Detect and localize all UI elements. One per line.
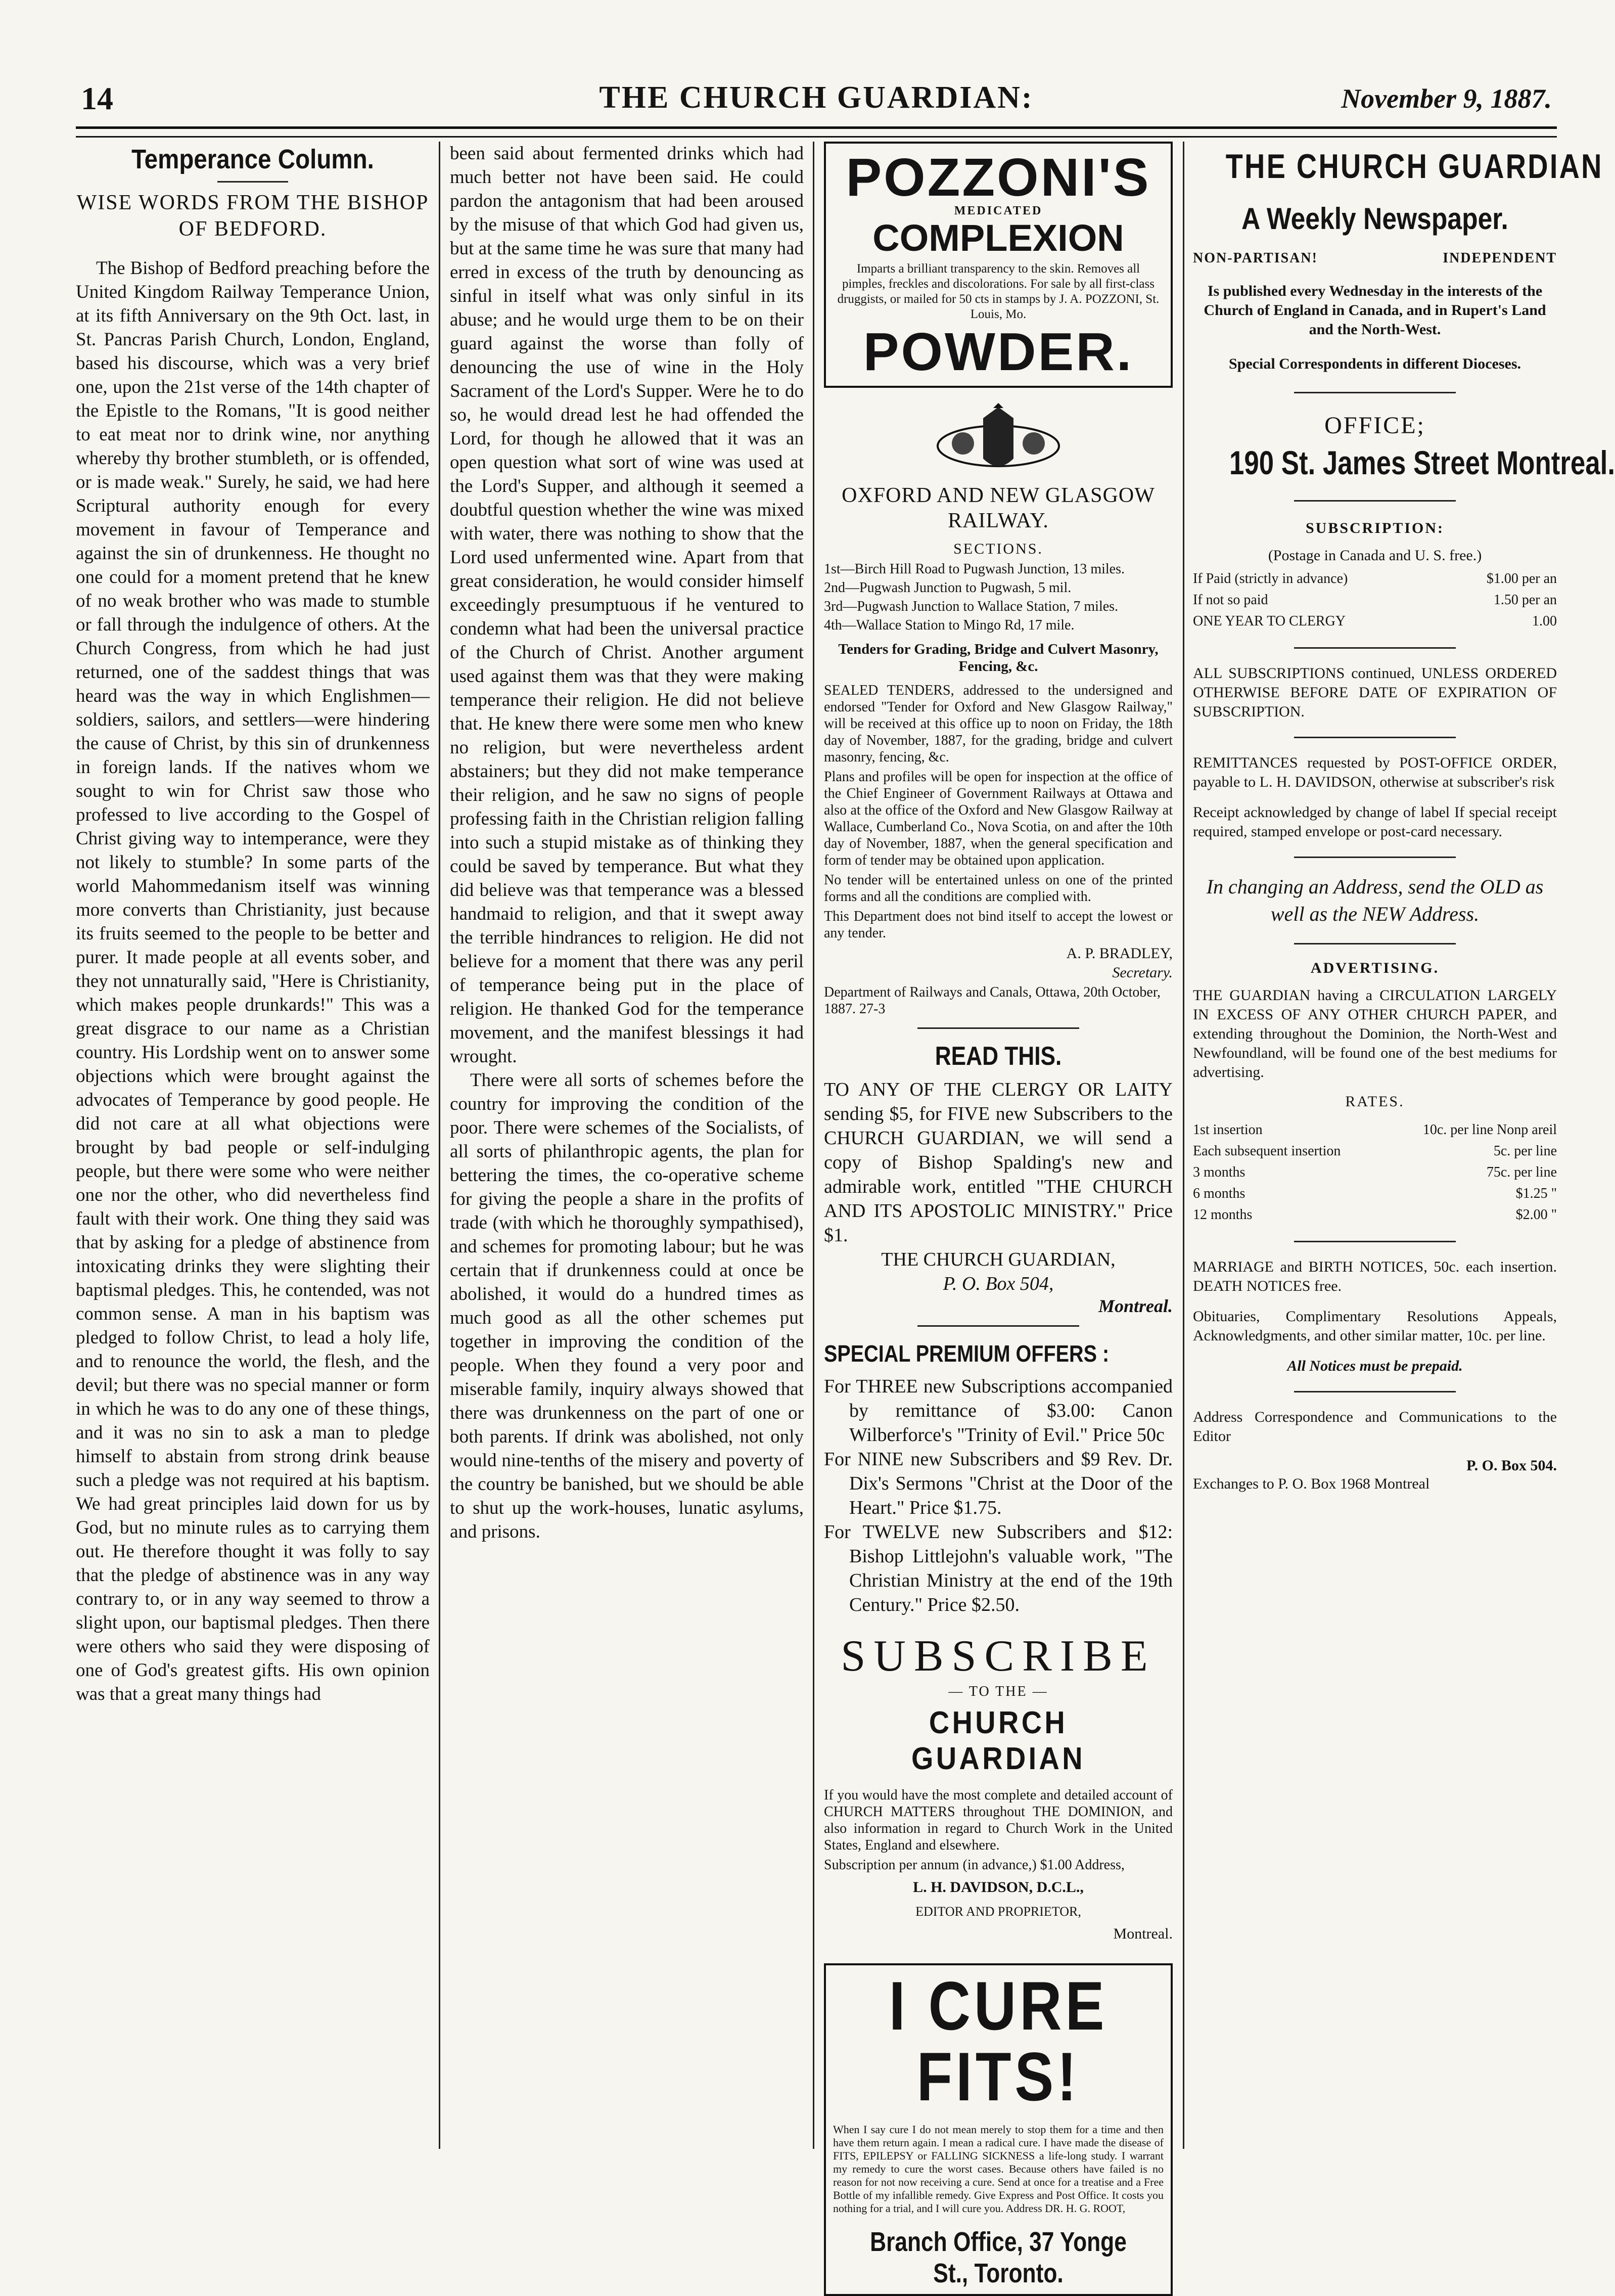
column-divider — [439, 142, 440, 2149]
rate-label: 1st insertion — [1193, 1122, 1263, 1138]
section-item: 4th—Wallace Station to Mingo Rd, 17 mile. — [824, 617, 1075, 633]
rate-label: If not so paid — [1193, 592, 1268, 608]
masthead — [76, 76, 1557, 121]
cure-fits-text: When I say cure I do not mean merely to stop them for a time and then have them return again. I mean a radical cure. I have made the disease of FITS, EPILEPSY or FALLING SICKNESS a life-long study. I warrant my remedy to cure the worst cases. Because others have failed is no reason for not now receiving a cure. Send at once for a treatise and a Free Bottle of my infallible remedy. Give Express and Post Office. It costs you nothing for a trial, and I will cure you. Address DR. H. G. ROOT, — [833, 2123, 1164, 2215]
tender-signature-title: Secretary. — [1112, 964, 1173, 981]
rate-value: 5c. per line — [1493, 1143, 1557, 1159]
rate-value: $2.00 " — [1515, 1207, 1557, 1223]
section-rule — [1294, 392, 1456, 393]
section-rule — [917, 1027, 1079, 1029]
subscription-rate — [1193, 590, 1557, 611]
office-label: OFFICE; — [1324, 412, 1425, 439]
ad-rate-row — [1193, 1162, 1557, 1183]
masthead-rule — [76, 126, 1557, 138]
section-rule — [1294, 943, 1456, 944]
advertising-heading: ADVERTISING. — [1310, 960, 1440, 976]
section-rule — [1294, 1241, 1456, 1242]
column-guardian-info — [1193, 142, 1615, 2149]
nonpartisan-row — [1193, 250, 1557, 266]
subscribe-price: Subscription per annum (in advance,) $1.00 Address, — [824, 1857, 1125, 1873]
tender-signature: A. P. BRADLEY, — [1066, 945, 1173, 962]
section-rule — [1294, 500, 1456, 502]
royal-crest-icon — [933, 403, 1064, 479]
tender-notice: Plans and profiles will be open for inspection at the office of the Chief Engineer of Government Railways at Ottawa and also at the office of the Oxford and New Glasgow Railway at Wallace, Cumberland Co., Nova Scotia, on and after the 10th day of November, 1887, when the general specification and form of tender may be obtained upon application. — [824, 769, 1173, 868]
premium-offer: For NINE new Subscribers and $9 Rev. Dr. Dix's Sermons "Christ at the Door of the Heart." Price $1.75. — [824, 1449, 1173, 1518]
advertising-text: THE GUARDIAN having a CIRCULATION LARGELY IN EXCESS OF ANY OTHER CHURCH PAPER, and extending throughout the Dominion, the North-West and Newfoundland, will be found one of the best mediums for advertising. — [1193, 987, 1557, 1081]
guardian-title: THE CHURCH GUARDIAN — [1225, 147, 1603, 186]
notices-text: MARRIAGE and BIRTH NOTICES, 50c. each insertion. DEATH NOTICES free. — [1193, 1258, 1557, 1294]
section-rule — [917, 1325, 1079, 1327]
rate-value: $1.00 per an — [1486, 571, 1557, 587]
pozzoni-complexion: COMPLEXION — [872, 217, 1124, 259]
postage-note: (Postage in Canada and U. S. free.) — [1268, 547, 1482, 564]
column-article-continued — [450, 142, 804, 2149]
tenders-heading: Tenders for Grading, Bridge and Culvert Masonry, Fencing, &c. — [838, 641, 1159, 674]
rate-label: 6 months — [1193, 1186, 1245, 1201]
cure-fits-branch: Branch Office, 37 Yonge St., Toronto. — [870, 2227, 1127, 2288]
section-rule — [1294, 737, 1456, 738]
department-text: Department of Railways and Canals, Ottawa, 20th October, 1887. — [824, 984, 1161, 1017]
subscribe-text: If you would have the most complete and detailed account of CHURCH MATTERS throughout THE DOMINION, and also information in regard to Church Work in the United States, England and elsewhere. — [824, 1787, 1173, 1853]
published-text: Is published every Wednesday in the interests of the Church of England in Canada, and in Rupert's Land and the North-West. — [1204, 283, 1546, 338]
tender-notice: SEALED TENDERS, addressed to the undersigned and endorsed "Tender for Oxford and New Glasgow Railway," will be received at this office up to noon on Friday, the 18th day of November, 1887, for the grading, bridge and culvert masonry, fencing, &c. — [824, 683, 1173, 765]
rate-label: ONE YEAR TO CLERGY — [1193, 613, 1346, 629]
pozzoni-powder: POWDER. — [863, 322, 1134, 382]
rate-value: 1.50 per an — [1493, 592, 1557, 608]
column-divider — [813, 142, 814, 2149]
rate-value: 1.00 — [1532, 613, 1557, 629]
pozzoni-brand: POZZONI'S — [846, 148, 1151, 207]
subscription-rate — [1193, 568, 1557, 590]
section-rule — [1294, 1391, 1456, 1392]
rate-label: 3 months — [1193, 1164, 1245, 1180]
pozzoni-ad — [824, 142, 1173, 388]
pozzoni-medicated: MEDICATED — [954, 204, 1043, 217]
guardian-subtitle: A Weekly Newspaper. — [1241, 202, 1508, 236]
rate-label: If Paid (strictly in advance) — [1193, 571, 1348, 587]
paper-title: THE CHURCH GUARDIAN: — [599, 80, 1034, 115]
receipt-text: Receipt acknowledged by change of label If special receipt required, stamped envelope or post-card necessary. — [1193, 804, 1557, 840]
premium-heading: SPECIAL PREMIUM OFFERS : — [824, 1340, 1110, 1367]
column-advertisements — [824, 142, 1173, 2288]
section-item: 3rd—Pugwash Junction to Wallace Station, 7 miles. — [824, 599, 1119, 614]
subscribe-city: Montreal. — [1113, 1925, 1173, 1942]
cure-fits-heading: I CURE FITS! — [889, 1967, 1108, 2115]
rate-label: 12 months — [1193, 1207, 1253, 1223]
column-temperance — [76, 142, 430, 2149]
premium-offer: For THREE new Subscriptions accompanied by remittance of $3.00: Canon Wilberforce's "Trinity of Evil." Price 50c — [824, 1376, 1173, 1446]
tender-notice: This Department does not bind itself to accept the lowest or any tender. — [824, 909, 1173, 941]
office-address: 190 St. James Street Montreal. — [1229, 444, 1615, 481]
read-this-line: P. O. Box 504, — [943, 1273, 1054, 1294]
subscribe-role: EDITOR AND PROPRIETOR, — [915, 1904, 1081, 1919]
read-this-line: Montreal. — [1098, 1296, 1173, 1316]
subscription-heading: SUBSCRIPTION: — [1305, 520, 1445, 536]
ad-rate-row — [1193, 1204, 1557, 1226]
pozzoni-text: Imparts a brilliant transparency to the skin. Removes all pimples, freckles and discolorations. For sale by all first-class druggists, or mailed for 50 cts in stamps by J. A. POZZONI, St. Louis, Mo. — [837, 262, 1160, 321]
sections-heading: SECTIONS. — [953, 541, 1043, 557]
read-this-text: TO ANY OF THE CLERGY OR LAITY sending $5, for FIVE new Subscribers to the CHURCH GUARDIAN, we will send a copy of Bishop Spalding's new and admirable work, entitled "THE CHURCH AND ITS APOSTOLIC MINISTRY." Price $1. — [824, 1079, 1173, 1246]
section-item: 1st—Birch Hill Road to Pugwash Junction, 13 miles. — [824, 561, 1125, 577]
subscribe-to-the: — TO THE — — [948, 1684, 1048, 1699]
article-text: been said about fermented drinks which had much better not have been said. He could pardon the antagonism that had been aroused by the misuse of that which God had given us, but at the same time he was sure that many had erred in excess of the truth by denouncing as sinful in itself what was only sinful in its abuse; and he would urge them to be on their guard against the worse than folly of denouncing the use of wine in the Holy Sacrament of the Lord's Supper. Were he to do so, he would dread lest he had offended the Lord, for though he allowed that it was an open question what sort of wine was used at the Lord's Supper, and although it seemed a doubtful question whether the wine was mixed with water, there was nothing to show that the Lord used unfermented wine. Apart from that great consideration, he would consider himself exceedingly presumptuous if he ventured to condemn what had been the universal practice of the Church of Christ. Another argument used against them was that they were making temperance their religion. He did not believe that. He knew there were some men who knew no religion, but were nevertheless ardent abstainers; but they did not make temperance their religion, and he saw no signs of people professing faith in the Christian religion falling into such a stupid mistake as of thinking they could be saved by temperance. But what they did believe was that temperance was a blessed handmaid to religion, and that it swept away the terrible hindrances to religion. He did not believe for a moment that there was any peril of temperance being put in the place of religion. He thanked God for the temperance movement, and the manifest blessings it had wrought. — [450, 143, 804, 1067]
rate-value: 10c. per line Nonp areil — [1422, 1122, 1557, 1138]
rate-label: Each subsequent insertion — [1193, 1143, 1341, 1159]
temperance-heading: Temperance Column. — [131, 144, 374, 174]
heading-rule — [217, 181, 288, 183]
change-address-text: In changing an Address, send the OLD as well as the NEW Address. — [1206, 875, 1544, 925]
subscribe-heading: SUBSCRIBE — [841, 1632, 1156, 1681]
department-ref: 27-3 — [859, 1001, 886, 1017]
prepaid-text: All Notices must be prepaid. — [1287, 1358, 1463, 1374]
ad-rate-row — [1193, 1141, 1557, 1162]
box-text: P. O. Box 504. — [1466, 1457, 1557, 1474]
subscribe-paper: CHURCH GUARDIAN — [911, 1705, 1085, 1776]
newspaper-page — [76, 76, 1615, 2288]
independent-label: INDEPENDENT — [1443, 250, 1557, 266]
column-divider — [1183, 142, 1184, 2149]
subscribe-name: L. H. DAVIDSON, D.C.L., — [913, 1879, 1084, 1896]
section-rule — [1294, 857, 1456, 858]
rate-value: $1.25 " — [1515, 1186, 1557, 1201]
read-this-heading: READ THIS. — [935, 1042, 1062, 1071]
cure-fits-ad — [824, 1963, 1173, 2296]
rate-value: 75c. per line — [1486, 1164, 1557, 1180]
ad-rate-row — [1193, 1119, 1557, 1141]
rates-heading: RATES. — [1345, 1093, 1405, 1110]
subscription-rate — [1193, 611, 1557, 632]
article-text: The Bishop of Bedford preaching before the United Kingdom Railway Temperance Union, at its fifth Anniversary on the 9th Oct. last, in St. Pancras Parish Church, London, England, based his discourse, which was a very brief one, upon the 21st verse of the 14th chapter of the Epistle to the Romans, "It is good neither to eat meat nor to drink wine, nor anything whereby thy brother stumbleth, or is offended, or is made weak." Surely, he said, we had here Scriptural authority enough for every movement in favour of Temperance and against the sin of drunkenness. He thought no one could for a moment pretend that he knew of no weak brother who was made to stumble or fall through the indulgence of others. At the Church Congress, from which he had just returned, one of the saddest things that was heard was the way in which Englishmen—soldiers, sailors, and settlers—were hindering the cause of Christ, by this sin of drunkenness in foreign lands. If the natives whom we sought to win for Christ saw those who professed to live according to the Gospel of Christ giving way to intemperance, were they not likely to stumble? In some parts of the world Mahommedanism itself was winning more converts than Christianity, just because its fruits seemed to the people to be better and purer. It made people at all events sober, and they not unnaturally said, "Here is Christianity, which makes people drunkards!" This was a great disgrace to our name as a Christian country. His Lordship went on to answer some objections which were brought against the advocates of Temperance by good people. He did not care at all what objections were brought by bad people or self-indulging people, but there were some who were neither one nor the other, who did nevertheless find fault with their work. One thing they said was that by asking for a pledge of abstinence from intoxicating drinks they were slighting their baptismal pledges. This, he contended, was not common sense. A man in his baptism was pledged to follow Christ, to lead a holy life, and to renounce the world, the flesh, and the devil; but there was no special manner or form in which he was to do any one of these things, and it was no sin to ask a man to pledge himself to abstain from strong drink beause such a pledge was not required at his baptism. We had great principles laid down for us by God, but no minute rules as to carrying them out. He therefore thought it was folly to say that the pledge of abstinence was in any way contrary to, or in any way seemed to throw a slight upon, our baptismal pledges. Then there were others who said they were disposing of one of God's greatest gifts. His own opinion was that a great many things had — [76, 258, 430, 1704]
issue-date: November 9, 1887. — [1341, 83, 1552, 114]
tender-notice: No tender will be entertained unless on one of the printed forms and all the conditions are complied with. — [824, 872, 1173, 905]
correspondence-text: Address Correspondence and Communications to the Editor — [1193, 1409, 1557, 1445]
correspondents-text: Special Correspondents in different Dioceses. — [1228, 355, 1521, 372]
read-this-line: THE CHURCH GUARDIAN, — [881, 1249, 1116, 1270]
obituaries-text: Obituaries, Complimentary Resolutions Appeals, Acknowledgments, and other similar matter, 10c. per line. — [1193, 1308, 1557, 1344]
article-subheading: WISE WORDS FROM THE BISHOP OF BEDFORD. — [76, 191, 429, 241]
ad-rate-row — [1193, 1183, 1557, 1204]
subscriptions-continued: ALL SUBSCRIPTIONS continued, UNLESS ORDERED OTHERWISE BEFORE DATE OF EXPIRATION OF SUBSCRIPTION. — [1193, 665, 1557, 720]
section-rule — [1294, 647, 1456, 649]
exchanges-text: Exchanges to P. O. Box 1968 Montreal — [1193, 1475, 1430, 1492]
article-text: There were all sorts of schemes before the country for improving the condition of the poor. There were schemes of the Socialists, of all sorts of philanthropic agents, the plan for bettering the times, the co-operative scheme for giving the people a share in the profits of trade (with which he thoroughly sympathised), and schemes for promoting labour; but he was certain that if drunkenness could at once be abolished, it would do a hundred times as much good as all the other schemes put together in improving the condition of the people. When they found a very poor and miserable family, inquiry always showed that there was drunkenness on the part of one or both parents. If drink was abolished, not only would nine-tenths of the misery and poverty of the country be banished, but we should be able to shut up the work-houses, lunatic asylums, and prisons. — [450, 1070, 804, 1542]
tender-department — [824, 984, 1173, 1017]
premium-offer: For TWELVE new Subscribers and $12: Bishop Littlejohn's valuable work, "The Christian Ministry at the end of the 19th Century." Price $2.50. — [824, 1521, 1173, 1615]
remittances-text: REMITTANCES requested by POST-OFFICE ORDER, payable to L. H. DAVIDSON, otherwise at subscriber's risk — [1193, 754, 1557, 790]
nonpartisan-label: NON-PARTISAN! — [1193, 250, 1318, 266]
section-item: 2nd—Pugwash Junction to Pugwash, 5 mil. — [824, 580, 1072, 596]
page-number: 14 — [81, 80, 113, 116]
railway-title: OXFORD AND NEW GLASGOW RAILWAY. — [842, 484, 1155, 532]
